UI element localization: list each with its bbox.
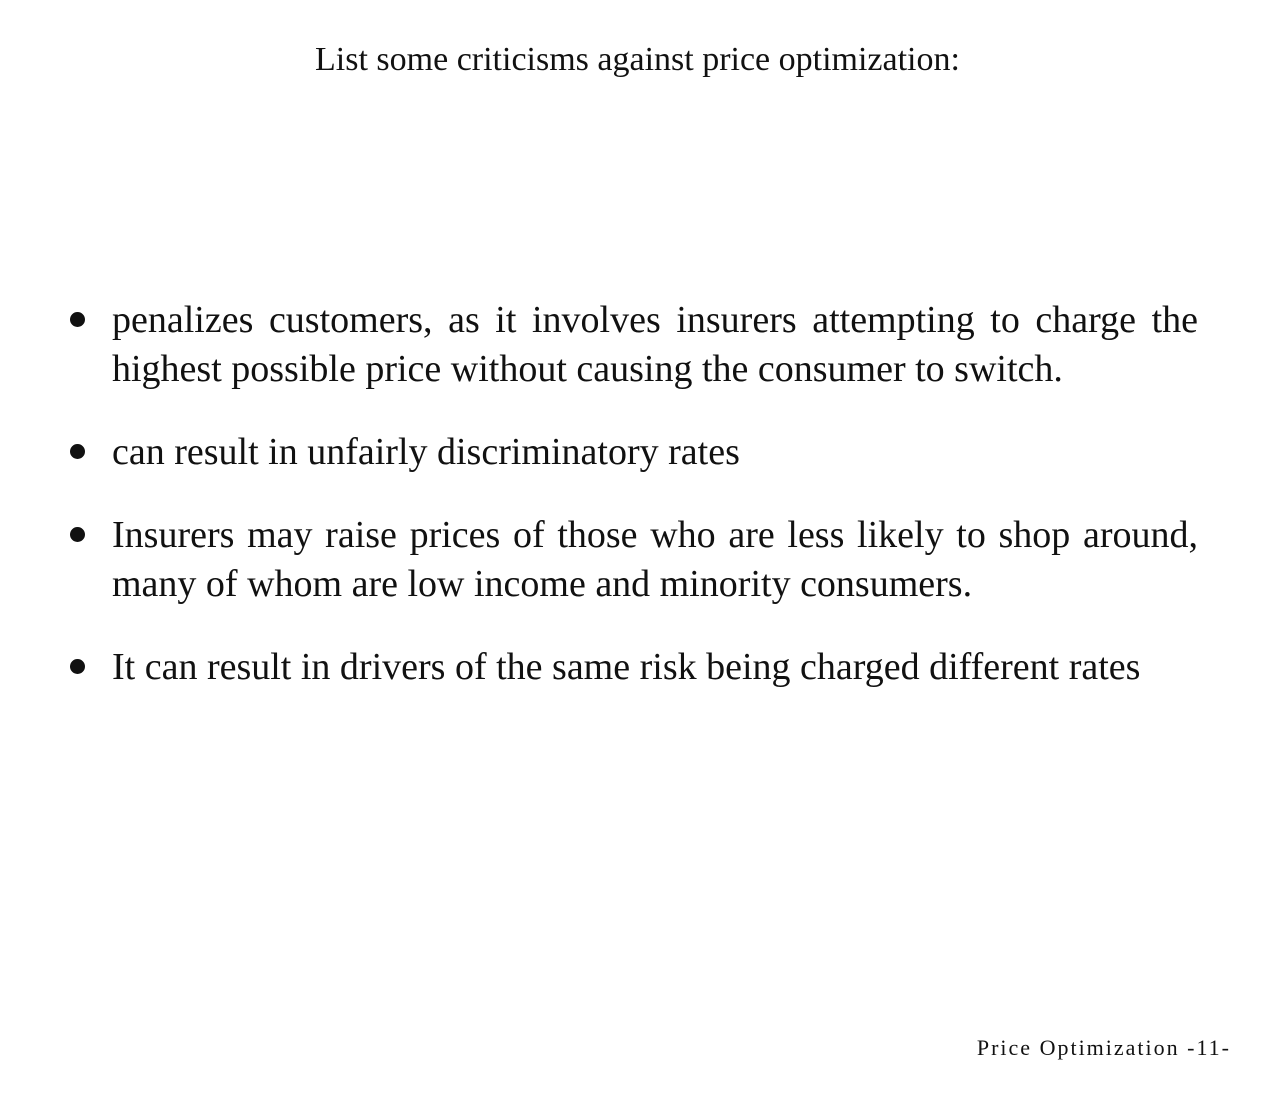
list-item: [64, 428, 1198, 477]
bullet-icon: [70, 312, 85, 327]
slide-title: List some criticisms against price optimization:: [315, 41, 960, 78]
bullet-icon: [70, 527, 85, 542]
bullet-text: penalizes customers, as it involves insurers attempting to charge the highest possible price without causing the consumer to switch.: [112, 299, 1198, 390]
criticisms-list: [64, 296, 1198, 726]
bullet-icon: [70, 444, 85, 459]
bullet-text: can result in unfairly discriminatory rates: [112, 431, 740, 473]
bullet-icon: [70, 659, 85, 674]
bullet-text: Insurers may raise prices of those who are less likely to shop around, many of whom are low income and minority consumers.: [112, 514, 1198, 605]
list-item: [64, 511, 1198, 609]
list-item: [64, 296, 1198, 394]
bullet-text: It can result in drivers of the same risk being charged different rates: [112, 646, 1141, 688]
slide-footer: Price Optimization -11-: [976, 1035, 1231, 1060]
list-item: [64, 643, 1198, 692]
